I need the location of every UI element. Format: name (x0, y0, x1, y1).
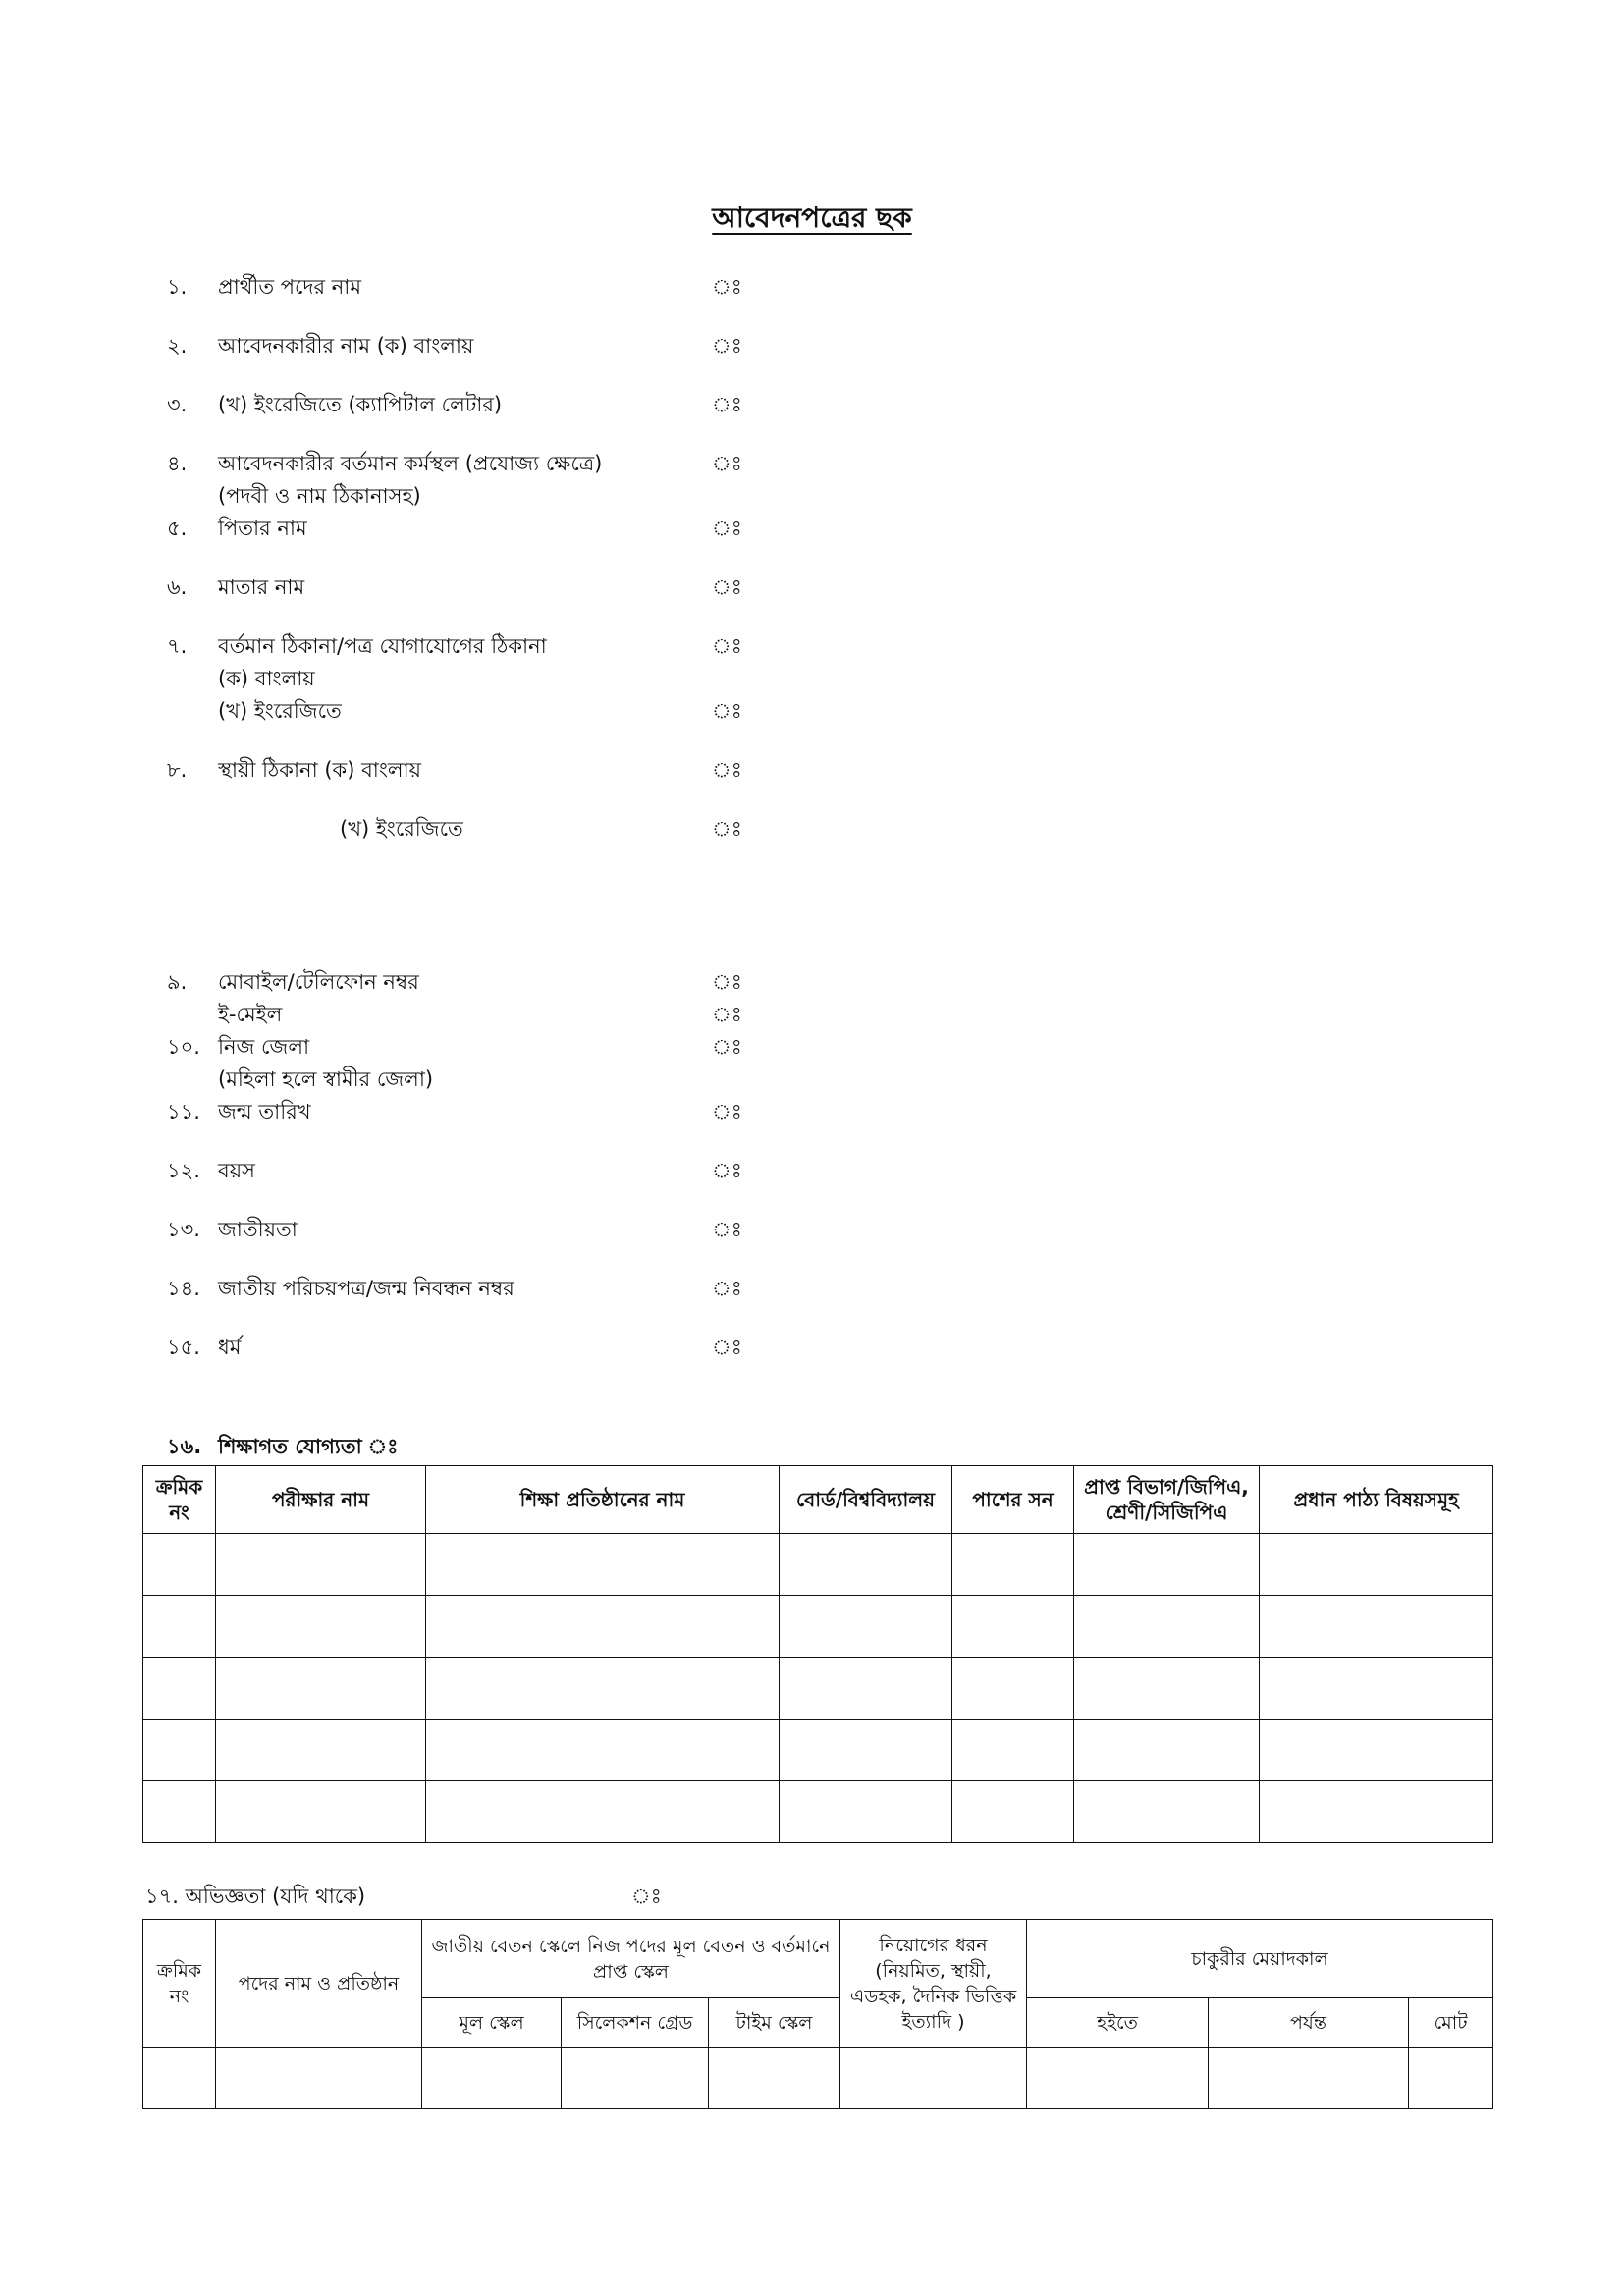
field-colon: ঃ (712, 275, 742, 299)
field-row (167, 629, 776, 663)
field-label: জন্ম তারিখ (218, 1100, 311, 1123)
table-cell[interactable] (952, 1596, 1074, 1658)
field-subrow (167, 479, 776, 513)
table-cell[interactable] (1209, 2048, 1409, 2109)
field-colon: ঃ (712, 634, 742, 658)
field-number: ৪. (167, 452, 188, 475)
table-cell[interactable] (952, 1720, 1074, 1781)
table-cell[interactable] (1260, 1658, 1493, 1720)
table-cell[interactable] (1074, 1534, 1260, 1596)
column-header: পদের নাম ও প্রতিষ্ঠান (216, 1920, 422, 2048)
column-header: মোট (1409, 1998, 1493, 2048)
field-label: নিজ জেলা (218, 1035, 310, 1059)
field-colon: ঃ (712, 970, 742, 994)
table-cell[interactable] (780, 1781, 952, 1843)
field-row (167, 571, 776, 604)
field-colon: ঃ (712, 758, 742, 782)
column-header: হইতে (1027, 1998, 1209, 2048)
field-colon: ঃ (712, 1277, 742, 1300)
table-cell[interactable] (1260, 1720, 1493, 1781)
field-colon: ঃ (712, 1003, 742, 1026)
table-cell[interactable] (780, 1658, 952, 1720)
field-number: ৮. (167, 758, 188, 782)
table-cell[interactable] (840, 2048, 1027, 2109)
column-header: মূল স্কেল (422, 1998, 562, 2048)
education-heading (167, 1430, 398, 1463)
table-cell[interactable] (143, 1534, 216, 1596)
field-colon: ঃ (712, 1218, 742, 1241)
table-cell[interactable] (426, 1720, 780, 1781)
experience-table (142, 1919, 1493, 2109)
table-cell[interactable] (1074, 1596, 1260, 1658)
table-cell[interactable] (143, 1658, 216, 1720)
column-header: প্রাপ্ত বিভাগ/জিপিএ, শ্রেণী/সিজিপিএ (1074, 1466, 1260, 1534)
table-cell[interactable] (709, 2048, 840, 2109)
field-label: (খ) ইংরেজিতে (ক্যাপিটাল লেটার) (218, 393, 503, 416)
field-sublabel: (পদবী ও নাম ঠিকানাসহ) (218, 484, 421, 508)
table-cell[interactable] (1260, 1781, 1493, 1843)
field-colon: ঃ (712, 334, 742, 357)
table-cell[interactable] (426, 1781, 780, 1843)
field-row (167, 1331, 776, 1364)
field-number: ২. (167, 334, 188, 357)
field-row (167, 753, 776, 787)
field-colon: ঃ (712, 1100, 742, 1123)
table-cell[interactable] (1074, 1781, 1260, 1843)
column-header: ক্রমিক নং (143, 1920, 216, 2048)
table-cell[interactable] (952, 1781, 1074, 1843)
field-sublabel: ই-মেইল (218, 1003, 283, 1026)
field-colon: ঃ (712, 1159, 742, 1182)
table-row (143, 1781, 1493, 1843)
form-title: আবেদনপত্রের ছক (712, 201, 912, 234)
field-label: পিতার নাম (218, 517, 307, 540)
field-row (167, 1213, 776, 1246)
column-header: সিলেকশন গ্রেড (562, 1998, 709, 2048)
column-header: পর্যন্ত (1209, 1998, 1409, 2048)
table-cell[interactable] (426, 1658, 780, 1720)
table-cell[interactable] (1074, 1658, 1260, 1720)
field-colon: ঃ (712, 517, 742, 540)
table-cell[interactable] (426, 1534, 780, 1596)
field-colon: ঃ (712, 699, 742, 723)
field-row (167, 965, 776, 999)
field-label: আবেদনকারীর বর্তমান কর্মস্থল (প্রযোজ্য ক্ষেত্রে) (218, 452, 603, 475)
field-subrow (167, 1063, 776, 1096)
field-row (167, 512, 776, 545)
table-cell[interactable] (952, 1658, 1074, 1720)
field-colon: ঃ (712, 1336, 742, 1359)
field-label: বর্তমান ঠিকানা/পত্র যোগাযোগের ঠিকানা (218, 634, 547, 658)
table-cell[interactable] (1260, 1596, 1493, 1658)
column-header: ক্রমিক নং (143, 1466, 216, 1534)
field-row (167, 1154, 776, 1187)
table-cell[interactable] (216, 1534, 426, 1596)
table-cell[interactable] (1027, 2048, 1209, 2109)
field-number: ৯. (167, 970, 188, 994)
column-group-header: চাকুরীর মেয়াদকাল (1027, 1920, 1493, 1998)
table-row (143, 1658, 1493, 1720)
table-cell[interactable] (780, 1596, 952, 1658)
field-label: আবেদনকারীর নাম (ক) বাংলায় (218, 334, 474, 357)
field-label: প্রার্থীত পদের নাম (218, 275, 362, 299)
table-cell[interactable] (1074, 1720, 1260, 1781)
field-sublabel: (খ) ইংরেজিতে (340, 817, 463, 841)
field-label: স্থায়ী ঠিকানা (ক) বাংলায় (218, 758, 422, 782)
table-row (143, 1720, 1493, 1781)
field-number: ৩. (167, 393, 188, 416)
field-number: ৭. (167, 634, 188, 658)
table-cell[interactable] (216, 1781, 426, 1843)
field-number: ১৪. (167, 1277, 200, 1300)
table-cell[interactable] (216, 2048, 422, 2109)
column-group-header: জাতীয় বেতন স্কেলে নিজ পদের মূল বেতন ও বর্তমানে প্রাপ্ত স্কেল (422, 1920, 840, 1998)
table-cell[interactable] (143, 1720, 216, 1781)
table-cell[interactable] (216, 1596, 426, 1658)
field-label: জাতীয় পরিচয়পত্র/জন্ম নিবন্ধন নম্বর (218, 1277, 514, 1300)
field-label: জাতীয়তা (218, 1218, 298, 1241)
table-row (143, 1596, 1493, 1658)
experience-header-row (143, 1920, 1493, 1998)
field-number: ১১. (167, 1100, 200, 1123)
field-row (167, 447, 776, 480)
field-number: ৫. (167, 517, 188, 540)
column-header: শিক্ষা প্রতিষ্ঠানের নাম (426, 1466, 780, 1534)
field-colon: ঃ (712, 575, 742, 599)
field-number: ১৫. (167, 1336, 200, 1359)
field-number: ১২. (167, 1159, 200, 1182)
column-header: বোর্ড/বিশ্ববিদ্যালয় (780, 1466, 952, 1534)
column-header: পাশের সন (952, 1466, 1074, 1534)
field-number: ৬. (167, 575, 188, 599)
table-cell[interactable] (1409, 2048, 1493, 2109)
education-header-row (143, 1466, 1493, 1534)
field-colon: ঃ (712, 1035, 742, 1059)
field-colon: ঃ (712, 817, 742, 841)
table-cell[interactable] (426, 1596, 780, 1658)
field-row (167, 329, 776, 362)
experience-colon: ঃ (631, 1885, 662, 1908)
field-subrow (167, 998, 776, 1031)
table-cell[interactable] (422, 2048, 562, 2109)
table-cell[interactable] (952, 1534, 1074, 1596)
table-cell[interactable] (780, 1534, 952, 1596)
field-colon: ঃ (712, 452, 742, 475)
field-label: মাতার নাম (218, 575, 305, 599)
table-cell[interactable] (780, 1720, 952, 1781)
field-sublabel: (ক) বাংলায় (218, 667, 315, 690)
field-sublabel: (মহিলা হলে স্বামীর জেলা) (218, 1067, 434, 1091)
table-row (143, 2048, 1493, 2109)
field-number: ১০. (167, 1035, 200, 1059)
table-cell[interactable] (562, 2048, 709, 2109)
field-row (167, 1272, 776, 1305)
field-row (167, 388, 776, 421)
field-sublabel: (খ) ইংরেজিতে (218, 699, 342, 723)
column-header: পরীক্ষার নাম (216, 1466, 426, 1534)
field-colon: ঃ (712, 393, 742, 416)
table-cell[interactable] (1260, 1534, 1493, 1596)
column-header: নিয়োগের ধরন (নিয়মিত, স্থায়ী, এডহক, দৈনিক ভিত্তিক ইত্যাদি ) (840, 1920, 1027, 2048)
education-heading-label: শিক্ষাগত যোগ্যতা ঃ (218, 1435, 399, 1458)
column-header: প্রধান পাঠ্য বিষয়সমূহ (1260, 1466, 1493, 1534)
field-label: মোবাইল/টেলিফোন নম্বর (218, 970, 419, 994)
table-cell[interactable] (216, 1720, 426, 1781)
field-subrow (167, 694, 776, 728)
field-label: বয়স (218, 1159, 255, 1182)
education-number: ১৬. (167, 1435, 202, 1458)
table-cell[interactable] (143, 1596, 216, 1658)
education-table (142, 1465, 1493, 1843)
column-header: টাইম স্কেল (709, 1998, 840, 2048)
experience-heading (145, 1880, 662, 1913)
field-row (167, 1030, 776, 1064)
field-row (167, 1095, 776, 1128)
field-number: ১৩. (167, 1218, 200, 1241)
table-cell[interactable] (143, 2048, 216, 2109)
field-label: ধর্ম (218, 1336, 242, 1359)
field-number: ১. (167, 275, 188, 299)
field-subrow (167, 812, 776, 846)
table-cell[interactable] (216, 1658, 426, 1720)
table-cell[interactable] (143, 1781, 216, 1843)
experience-heading-label: ১৭. অভিজ্ঞতা (যদি থাকে) (145, 1885, 366, 1908)
field-subrow (167, 662, 776, 695)
table-row (143, 1534, 1493, 1596)
field-row (167, 270, 776, 303)
